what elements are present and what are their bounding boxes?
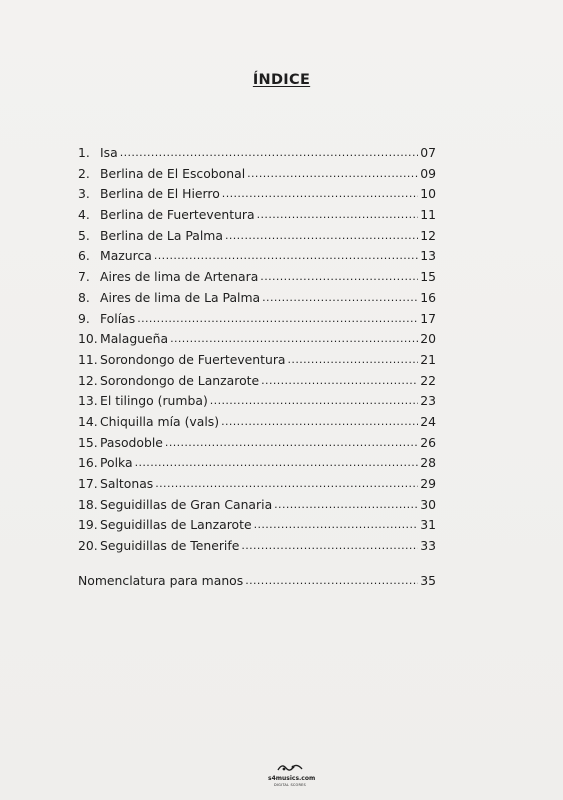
toc-entry[interactable]: [78, 331, 436, 352]
toc-entry-number: 13.: [78, 393, 98, 409]
dot-leader: [154, 247, 418, 262]
toc-entry-number: 14.: [78, 413, 98, 429]
dot-leader: [120, 144, 419, 159]
toc-entry-page: 15: [420, 269, 436, 285]
toc-entry-number: 11.: [78, 351, 98, 367]
toc-entry[interactable]: [78, 248, 436, 269]
toc-entry-number: 16.: [78, 455, 98, 471]
toc-entry-label: Sorondongo de Fuerteventura: [100, 351, 286, 367]
toc-entry-label: Berlina de El Escobonal: [100, 165, 246, 181]
dot-leader: [170, 330, 418, 345]
toc-entry-page: 26: [420, 434, 436, 450]
toc-entry-page: 30: [420, 496, 436, 512]
dot-leader: [135, 454, 419, 469]
toc-entry-page: 21: [420, 351, 436, 367]
toc-entry-number: 6.: [78, 248, 90, 264]
dot-leader: [262, 289, 418, 304]
toc-entry[interactable]: [78, 290, 436, 311]
toc-entry-number: 20.: [78, 538, 98, 554]
toc-entry-number: 7.: [78, 269, 90, 285]
toc-entry[interactable]: [78, 497, 436, 518]
toc-entry-page: 10: [420, 186, 436, 202]
toc-entry-page: 17: [420, 310, 436, 326]
toc-entry[interactable]: [78, 269, 436, 290]
toc-entry-label: Aires de lima de La Palma: [100, 289, 261, 305]
toc-extra-page: 35: [420, 573, 436, 588]
toc-entry-number: 18.: [78, 496, 98, 512]
toc-entry-page: 16: [420, 289, 436, 305]
dot-leader: [155, 475, 418, 490]
dot-leader: [260, 268, 418, 283]
toc-entry-label: Malagueña: [100, 331, 169, 347]
toc-entry-label: Pasodoble: [100, 434, 163, 450]
table-of-contents: [78, 145, 436, 559]
publisher-tagline: DIGITAL SCORES: [274, 783, 306, 787]
toc-entry-page: 09: [420, 165, 436, 181]
toc-entry-label: Polka: [100, 455, 133, 471]
toc-entry[interactable]: [78, 228, 436, 249]
toc-extra-label: Nomenclatura para manos: [78, 573, 244, 588]
dot-leader: [245, 572, 418, 587]
toc-entry-page: 20: [420, 331, 436, 347]
toc-entry-number: 1.: [78, 145, 90, 160]
dot-leader: [137, 310, 418, 325]
toc-entry-label: Chiquilla mía (vals): [100, 413, 220, 429]
s4musics-logo-icon: [268, 762, 312, 775]
toc-entry[interactable]: [78, 145, 436, 166]
toc-entry-page: 29: [420, 476, 436, 491]
toc-entry-page: 13: [420, 248, 436, 264]
dot-leader: [247, 165, 418, 180]
toc-entry-page: 22: [420, 372, 436, 388]
toc-entry-label: Berlina de El Hierro: [100, 186, 220, 202]
toc-entry-number: 12.: [78, 372, 98, 388]
dot-leader: [274, 496, 418, 511]
toc-entry-page: 23: [420, 393, 436, 409]
toc-entry[interactable]: [78, 166, 436, 187]
toc-entry[interactable]: [78, 393, 436, 414]
toc-entry-page: 28: [420, 455, 436, 471]
toc-entry-number: 10.: [78, 331, 98, 347]
publisher-site[interactable]: s4musics.com: [268, 775, 316, 782]
toc-entry-label: Folías: [100, 310, 136, 326]
toc-entry-number: 4.: [78, 207, 90, 223]
dot-leader: [222, 185, 418, 200]
toc-entry-number: 15.: [78, 434, 98, 450]
dot-leader: [165, 434, 418, 449]
toc-entry-label: Mazurca: [100, 248, 152, 264]
toc-entry-label: Aires de lima de Artenara: [100, 269, 259, 285]
toc-entry-label: Seguidillas de Tenerife: [100, 538, 240, 554]
toc-entry-page: 07: [420, 145, 436, 160]
toc-entry[interactable]: [78, 311, 436, 332]
toc-entry-number: 19.: [78, 517, 98, 533]
toc-entry-page: 33: [420, 538, 436, 554]
dot-leader: [257, 206, 419, 221]
toc-entry[interactable]: [78, 538, 436, 559]
toc-entry[interactable]: [78, 476, 436, 497]
dot-leader: [241, 537, 418, 552]
toc-entry-label: Seguidillas de Gran Canaria: [100, 496, 273, 512]
toc-entry-number: 8.: [78, 289, 90, 305]
dot-leader: [210, 392, 418, 407]
page-title: ÍNDICE: [252, 72, 311, 88]
toc-entry-label: El tilingo (rumba): [100, 393, 208, 409]
toc-entry-number: 9.: [78, 310, 90, 326]
toc-entry-label: Saltonas: [100, 476, 154, 491]
logo-mark-graphic: [276, 762, 304, 772]
toc-entry[interactable]: [78, 517, 436, 538]
toc-entry[interactable]: [78, 455, 436, 476]
toc-entry[interactable]: [78, 373, 436, 394]
toc-entry-number: 5.: [78, 227, 90, 243]
dot-leader: [261, 372, 418, 387]
toc-extra-entry[interactable]: [78, 573, 436, 594]
toc-entry-label: Isa: [100, 145, 118, 160]
dot-leader: [225, 227, 418, 242]
toc-entry-label: Berlina de Fuerteventura: [100, 207, 255, 223]
toc-entry-label: Berlina de La Palma: [100, 227, 223, 243]
publisher-logo: [268, 762, 316, 787]
dot-leader: [288, 351, 419, 366]
toc-entry[interactable]: [78, 207, 436, 228]
toc-entry-page: 12: [420, 227, 436, 243]
toc-entry-label: Sorondongo de Lanzarote: [100, 372, 260, 388]
dot-leader: [221, 413, 418, 428]
toc-entry[interactable]: [78, 414, 436, 435]
toc-entry[interactable]: [78, 186, 436, 207]
toc-entry-page: 24: [420, 413, 436, 429]
toc-entry-number: 3.: [78, 186, 90, 202]
toc-entry[interactable]: [78, 352, 436, 373]
toc-entry-label: Seguidillas de Lanzarote: [100, 517, 252, 533]
toc-entry-page: 31: [420, 517, 436, 533]
toc-entry-number: 17.: [78, 476, 98, 491]
toc-entry-page: 11: [420, 207, 436, 223]
toc-entry[interactable]: [78, 435, 436, 456]
toc-entry-number: 2.: [78, 165, 90, 181]
dot-leader: [254, 516, 419, 531]
